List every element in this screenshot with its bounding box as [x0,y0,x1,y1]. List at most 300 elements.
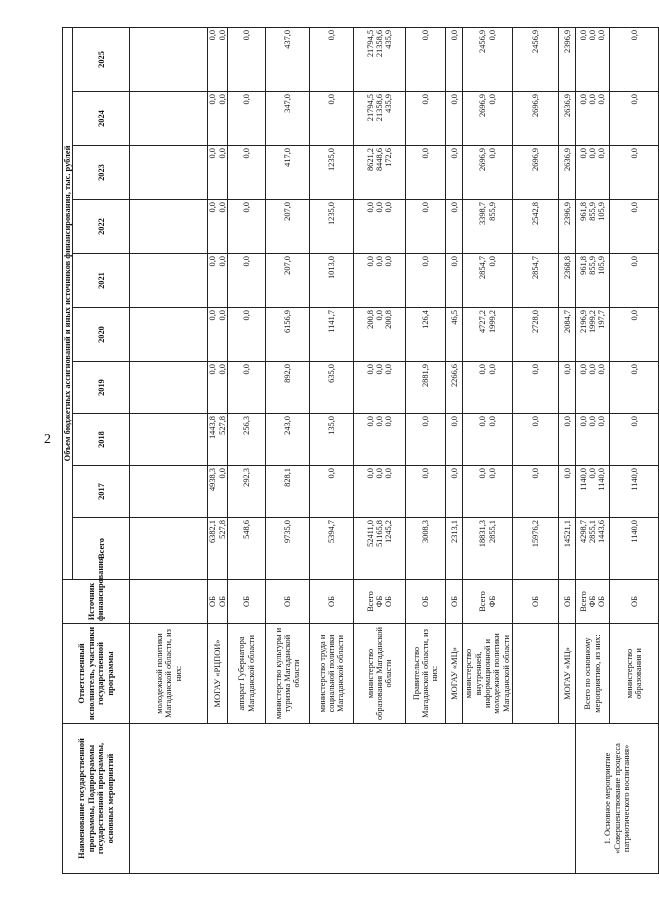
value-cell [610,466,659,518]
value-cell [446,308,463,362]
cell-line: 855,9 [588,256,598,275]
cell-line: ФБ [487,595,497,608]
cell-line: 207,0 [283,202,293,221]
cell-line: 961,8 [578,202,588,221]
cell-line: 0,0 [487,29,497,41]
value-cell [559,518,576,580]
cell-line: ОБ [449,596,459,607]
value-cell [463,518,513,580]
value-cell [610,362,659,414]
value-cell [610,27,659,91]
cell-line: 0,0 [562,416,572,427]
header-year: 2025 [73,27,130,91]
cell-line: 0,0 [208,256,218,267]
cell-line: 0,0 [208,310,218,321]
cell-line: 2456,9 [478,29,488,53]
value-cell [463,92,513,146]
value-cell [446,254,463,308]
value-cell [576,466,610,518]
executor-cell: министерство внутренней, информационной и молодежной политики Магаданской области [463,624,513,724]
value-cell [130,362,208,414]
cell-line: 1235,0 [327,202,337,226]
executor-cell: МОГАУ «РЦПОИ» [208,624,228,724]
value-cell [559,254,576,308]
cell-line: 0,0 [208,94,218,105]
header-year: 2020 [73,308,130,362]
value-cell [513,146,559,200]
cell-line: 527,8 [217,520,227,539]
value-cell [354,27,406,91]
value-cell [406,308,446,362]
value-cell [310,92,354,146]
cell-line: 4727,2 [478,310,488,334]
executor-cell: МОГАУ «МЦ» [446,624,463,724]
value-cell [513,27,559,91]
value-cell [446,362,463,414]
value-cell [130,414,208,466]
cell-line: 0,0 [588,29,598,41]
cell-line: 0,0 [384,202,394,213]
value-cell [559,146,576,200]
cell-line: 0,0 [327,29,337,41]
value-cell [310,518,354,580]
cell-line: 2696,9 [478,94,488,118]
cell-line: 0,0 [487,256,497,267]
value-cell [463,27,513,91]
cell-line: 0,0 [478,468,488,479]
cell-line: 0,0 [531,364,541,375]
cell-line: ОБ [562,596,572,607]
cell-line: 2636,9 [562,94,572,118]
value-cell [463,466,513,518]
cell-line: 0,0 [487,468,497,479]
value-cell [228,27,266,91]
cell-line: ОБ [208,596,218,607]
value-cell [610,414,659,466]
cell-line: 347,0 [283,94,293,113]
value-cell [559,308,576,362]
cell-line: 0,0 [629,94,639,105]
value-cell [576,308,610,362]
cell-line: 0,0 [365,202,375,213]
cell-line: 0,0 [208,364,218,375]
source-cell [610,580,659,624]
source-cell [130,580,208,624]
cell-line: 0,0 [375,416,385,427]
value-cell [446,92,463,146]
value-cell [266,92,310,146]
value-cell [130,466,208,518]
value-cell [310,146,354,200]
value-cell [228,146,266,200]
value-cell [266,146,310,200]
cell-line: 6156,9 [283,310,293,334]
cell-line: 6382,1 [208,520,218,544]
cell-line: 0,0 [449,94,459,105]
value-cell [559,27,576,91]
cell-line: 1999,2 [588,310,598,334]
cell-line: 0,0 [531,468,541,479]
cell-line: 1140,0 [597,468,607,491]
value-cell [406,254,446,308]
value-cell [208,27,228,91]
value-cell [354,146,406,200]
cell-line: 2396,9 [562,29,572,53]
cell-line: 1140,0 [629,520,639,543]
value-cell [559,362,576,414]
cell-line: 1443,8 [208,416,218,440]
cell-line: 14521,1 [562,520,572,548]
cell-line: 2266,6 [449,364,459,388]
cell-line: 435,9 [384,29,394,49]
value-cell [130,146,208,200]
cell-line: 0,0 [478,364,488,375]
cell-line: 435,9 [384,94,394,113]
value-cell [513,466,559,518]
value-cell [228,362,266,414]
cell-line: 0,0 [578,29,588,41]
value-cell [208,362,228,414]
executor-cell: молодежной политики Магаданской области, из них: [130,624,208,724]
value-cell [559,92,576,146]
header-source: Источник финансирования [63,580,130,624]
source-cell [576,580,610,624]
cell-line: 2696,9 [478,148,488,172]
cell-line: ОБ [531,596,541,607]
executor-cell: Правительство Магаданской области, из них: [406,624,446,724]
value-cell [208,146,228,200]
value-cell [559,414,576,466]
cell-line: 2456,9 [531,29,541,53]
value-cell [208,200,228,254]
cell-line: 0,0 [217,94,227,105]
table-row [130,27,208,873]
value-cell [463,146,513,200]
cell-line: 0,0 [487,148,497,159]
name-cell [130,724,576,874]
executor-cell: министерство образования Магаданской области [354,624,406,724]
value-cell [513,414,559,466]
value-cell [228,254,266,308]
cell-line: 197,7 [597,310,607,329]
cell-line: 0,0 [629,148,639,159]
value-cell [406,92,446,146]
cell-line: 0,0 [578,364,588,375]
executor-cell [513,624,559,724]
cell-line: 9735,0 [283,520,293,544]
cell-line: 2854,7 [478,256,488,280]
value-cell [266,200,310,254]
cell-line: 527,8 [217,416,227,435]
cell-line: 21794,5 [365,29,375,58]
cell-line: 0,0 [242,29,252,41]
value-cell [576,200,610,254]
executor-cell: министерство образования и [610,624,659,724]
cell-line: 3398,7 [478,202,488,226]
cell-line: 21358,6 [375,94,385,122]
cell-line: 0,0 [375,202,385,213]
cell-line: 0,0 [375,468,385,479]
value-cell [610,92,659,146]
value-cell [446,27,463,91]
header-year: 2018 [73,414,130,466]
cell-line: 0,0 [208,202,218,213]
header-executor: Ответственный исполнитель, участники государственной программы [63,624,130,724]
cell-line: 2855,1 [588,520,598,544]
value-cell [406,414,446,466]
cell-line: 0,0 [217,468,227,479]
cell-line: 1141,7 [327,310,337,333]
value-cell [130,308,208,362]
cell-line: 0,0 [375,364,385,375]
cell-line: 0,0 [365,364,375,375]
cell-line: 0,0 [327,94,337,105]
value-cell [406,27,446,91]
cell-line: 0,0 [384,364,394,375]
cell-line: ФБ [588,595,598,608]
cell-line: 5394,7 [327,520,337,544]
cell-line: 0,0 [629,202,639,213]
cell-line: 437,0 [283,29,293,49]
cell-line: 200,8 [384,310,394,329]
value-cell [266,518,310,580]
cell-line: 0,0 [421,468,431,479]
cell-line: 0,0 [629,364,639,375]
cell-line: 2696,9 [531,148,541,172]
cell-line: 0,0 [421,416,431,427]
cell-line: 855,9 [588,202,598,221]
cell-line: 0,0 [242,202,252,213]
value-cell [228,518,266,580]
value-cell [513,308,559,362]
cell-line: 0,0 [217,148,227,159]
header-year: 2021 [73,254,130,308]
cell-line: 0,0 [629,29,639,41]
value-cell [354,466,406,518]
cell-line: 0,0 [588,468,598,479]
source-cell [406,580,446,624]
value-cell [228,414,266,466]
cell-line: 0,0 [384,416,394,427]
value-cell [446,414,463,466]
value-cell [266,308,310,362]
cell-line: 1999,2 [487,310,497,334]
cell-line: 0,0 [487,416,497,427]
cell-line: 0,0 [597,364,607,375]
cell-line: 2542,8 [531,202,541,226]
value-cell [513,362,559,414]
cell-line: ОБ [421,596,431,607]
value-cell [310,362,354,414]
financing-table [62,27,659,874]
cell-line: 243,0 [283,416,293,435]
executor-cell: министерство культуры и туризма Магаданской области [266,624,310,724]
cell-line: 0,0 [449,148,459,159]
cell-line: 0,0 [588,148,598,159]
cell-line: 0,0 [242,256,252,267]
value-cell [576,146,610,200]
cell-line: 0,0 [449,416,459,427]
cell-line: Всего [578,591,588,612]
cell-line: 0,0 [449,468,459,479]
cell-line: 0,0 [629,256,639,267]
cell-line: 2368,8 [562,256,572,280]
value-cell [576,92,610,146]
value-cell [266,362,310,414]
cell-line: 0,0 [562,468,572,479]
cell-line: 0,0 [562,364,572,375]
value-cell [354,414,406,466]
cell-line: 0,0 [597,148,607,159]
cell-line: 126,4 [421,310,431,329]
cell-line: 0,0 [217,310,227,321]
table-row [576,27,610,873]
source-cell [266,580,310,624]
value-cell [130,92,208,146]
cell-line: ОБ [283,596,293,607]
value-cell [576,254,610,308]
cell-line: 4298,7 [578,520,588,544]
value-cell [406,466,446,518]
cell-line: 2854,7 [531,256,541,280]
cell-line: 0,0 [365,416,375,427]
value-cell [513,518,559,580]
header-year: 2019 [73,362,130,414]
cell-line: Всего [365,591,375,612]
value-cell [463,414,513,466]
main-activity-name: 1. Основное мероприятие «Совершенствование процесса патриотического воспитания» [576,724,659,874]
value-cell [310,466,354,518]
value-cell [446,518,463,580]
cell-line: 0,0 [421,256,431,267]
value-cell [130,254,208,308]
header-year: Всего [73,518,130,580]
cell-line: 52411,0 [365,520,375,547]
cell-line: 1140,0 [578,468,588,491]
cell-line: 1235,0 [327,148,337,172]
cell-line: 0,0 [629,310,639,321]
value-cell [463,200,513,254]
cell-line: ОБ [629,596,639,607]
value-cell [576,362,610,414]
value-cell [576,518,610,580]
value-cell [228,200,266,254]
value-cell [513,92,559,146]
cell-line: 21794,5 [365,94,375,122]
cell-line: 2196,9 [578,310,588,334]
cell-line: 8448,6 [375,148,385,172]
value-cell [610,308,659,362]
cell-line: 0,0 [327,468,337,479]
cell-line: ОБ [384,596,394,607]
cell-line: 2396,9 [562,202,572,226]
value-cell [130,200,208,254]
cell-line: 0,0 [208,29,218,41]
cell-line: 0,0 [597,94,607,105]
cell-line: 0,0 [588,94,598,105]
value-cell [208,308,228,362]
cell-line: 0,0 [384,256,394,267]
header-name: Наименование государственной программы, Подпрограммы государственной программы, основных мероприятий [63,724,130,874]
value-cell [208,414,228,466]
cell-line: 0,0 [242,148,252,159]
executor-cell: МОГАУ «МЦ» [559,624,576,724]
cell-line: 1443,6 [597,520,607,544]
cell-line: 4938,3 [208,468,218,492]
cell-line: ОБ [597,596,607,607]
cell-line: 2696,9 [531,94,541,118]
cell-line: 46,5 [449,310,459,325]
value-cell [354,254,406,308]
value-cell [228,92,266,146]
cell-line: 0,0 [208,148,218,159]
cell-line: 172,6 [384,148,394,167]
value-cell [446,200,463,254]
cell-line: ОБ [217,596,227,607]
value-cell [208,92,228,146]
cell-line: 0,0 [384,468,394,479]
value-cell [208,518,228,580]
cell-line: 0,0 [449,256,459,267]
cell-line: 18831,3 [478,520,488,548]
cell-line: 200,8 [365,310,375,329]
value-cell [228,466,266,518]
cell-line: 2881,9 [421,364,431,388]
value-cell [446,466,463,518]
executor-cell: аппарат Губернатора Магаданской области [228,624,266,724]
cell-line: 0,0 [629,416,639,427]
cell-line: 0,0 [365,256,375,267]
cell-line: 0,0 [217,364,227,375]
cell-line: 0,0 [578,94,588,105]
value-cell [559,200,576,254]
value-cell [354,308,406,362]
value-cell [576,414,610,466]
cell-line: ФБ [375,595,385,608]
cell-line: ОБ [327,596,337,607]
cell-line: 2084,7 [562,310,572,334]
source-cell [310,580,354,624]
source-cell [446,580,463,624]
value-cell [354,92,406,146]
value-cell [310,200,354,254]
cell-line: 3008,3 [421,520,431,544]
value-cell [610,254,659,308]
cell-line: 105,9 [597,256,607,275]
value-cell [266,254,310,308]
cell-line: 0,0 [242,310,252,321]
cell-line: 21358,6 [375,29,385,58]
value-cell [406,362,446,414]
cell-line: 2855,1 [487,520,497,544]
cell-line: 105,9 [597,202,607,221]
cell-line: 135,0 [327,416,337,435]
value-cell [406,518,446,580]
source-cell [354,580,406,624]
value-cell [130,27,208,91]
cell-line: 0,0 [242,364,252,375]
cell-line: 0,0 [449,29,459,41]
cell-line: 828,1 [283,468,293,487]
value-cell [266,27,310,91]
value-cell [130,518,208,580]
value-cell [463,254,513,308]
source-cell [463,580,513,624]
value-cell [463,308,513,362]
source-cell [513,580,559,624]
cell-line: 0,0 [421,94,431,105]
cell-line: 0,0 [487,94,497,105]
